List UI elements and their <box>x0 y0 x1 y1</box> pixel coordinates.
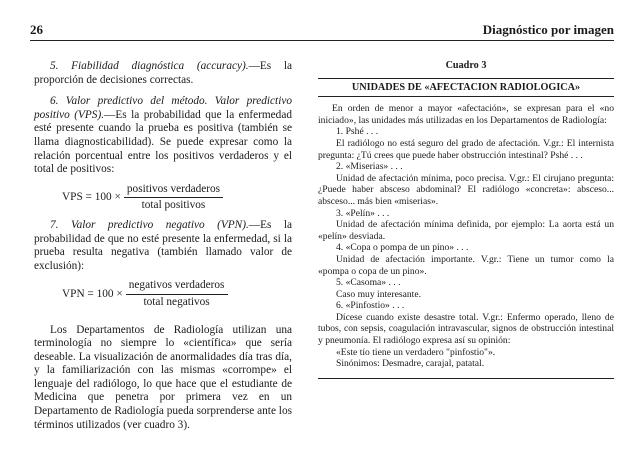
box-synonyms: Sinónimos: Desmadre, carajal, patatal. <box>336 358 485 370</box>
box-item-term: 6. «Pinfostio» . . . <box>336 300 405 312</box>
box-intro: En orden de menor a mayor «afectación», se expresan para el «no iniciado», las unidades más utilizadas en los Departamentos de Radiología: <box>318 103 614 126</box>
paragraph-vpn-heading: 7. Valor predictivo negativo (VPN). <box>50 218 249 231</box>
paragraph-vps-heading: 6. Valor predictivo del método. Valor predictivo positivo (VPS). <box>34 95 292 121</box>
formula-vpn-denominator: total negativos <box>126 294 228 310</box>
box-item-term: 3. «Pelín» . . . <box>336 207 390 219</box>
running-head: Diagnóstico por imagen <box>482 22 614 37</box>
paragraph-vps <box>34 95 292 177</box>
box-quote: «Este tío tiene un verdadero "pinfostio"». <box>336 346 496 358</box>
box-item-desc: Unidad de afectación mínima, poco precisa. V.gr.: El cirujano pregunta: ¿Puede haber absceso abdominal? El radiólogo «concreta»: absceso... absceso... más bien «miserias». <box>318 172 614 207</box>
box-item-term: 2. «Miserias» . . . <box>336 161 403 173</box>
paragraph-accuracy-heading: 5. Fiabilidad diagnóstica (accuracy). <box>50 60 249 72</box>
page-number: 26 <box>30 22 43 37</box>
formula-vps <box>62 183 292 213</box>
box-cuadro-3 <box>318 58 614 379</box>
paragraph-accuracy <box>34 60 292 87</box>
box-item-desc: Caso muy interesante. <box>336 288 421 300</box>
box-item-term: 4. «Copa o pompa de un pino» . . . <box>336 242 469 254</box>
box-title: UNIDADES DE «AFECTACION RADIOLOGICA» <box>318 78 614 98</box>
formula-vps-denominator: total positivos <box>124 197 224 213</box>
box-item-desc: El radiólogo no está seguro del grado de afectación. V.gr.: El internista pregunta: ¿Tú crees que puede haber obstrucción intestinal? Pshé . . . <box>318 137 614 161</box>
box-label: Cuadro 3 <box>445 60 487 71</box>
formula-vpn <box>62 279 292 309</box>
formula-vps-fraction <box>123 183 224 213</box>
box-item-term: 5. «Casoma» . . . <box>336 277 401 289</box>
box-item-desc: Unidad de afectación mínima definida, por ejemplo: La aorta está un «pelín» desviada. <box>318 219 614 242</box>
left-column <box>34 60 292 432</box>
formula-vpn-numerator: negativos verdaderos <box>128 279 225 292</box>
box-item-desc: Dícese cuando existe desastre total. V.gr.: Enfermo operado, lleno de tubos, con sepsis, coagulación intravascular, signos de obstrucción intestinal y pneumonía. El radiólogo expresa así su opinión: <box>318 311 614 347</box>
paragraph-terminology: Los Departamentos de Radiología utilizan una terminología no siempre lo «científica» que sería deseable. La visualización de anormalidades día tras día, y la familiarización con las mismas «corrompe» el lenguaje del radiólogo, lo que hace que el estudiante de Medicina que penetra por primera vez en un Departamento de Radiología pueda sorprenderse ante los términos utilizados (ver cuadro 3). <box>34 323 292 431</box>
page-header <box>30 22 614 41</box>
formula-vpn-lhs: VPN = 100 × <box>62 287 123 300</box>
paragraph-accuracy-text: —Es la proporción de decisiones correctas. <box>34 60 292 86</box>
box-item-desc: Unidad de afectación importante. V.gr.: Tiene un tumor como la «pompa o copa de un pino». <box>318 253 614 277</box>
box-bottom-rule <box>318 378 614 379</box>
paragraph-vpn <box>34 219 292 273</box>
formula-vps-numerator: positivos verdaderos <box>126 182 221 195</box>
paragraph-vps-text: —Es la probabilidad que la enfermedad esté presente cuando la prueba es positiva (también se llama diagnosticabilidad). Se puede expresar como la relación porcentual entre los positivos verdaderos y el total de positivos: <box>34 108 292 176</box>
formula-vps-lhs: VPS = 100 × <box>62 191 121 204</box>
box-item-term: 1. Pshé . . . <box>336 126 379 138</box>
paragraph-vpn-text: —Es la probabilidad de que no esté presente la enfermedad, si la prueba resulta negativa (también llamado valor de exclusión): <box>34 218 292 272</box>
formula-vpn-fraction <box>125 279 229 309</box>
